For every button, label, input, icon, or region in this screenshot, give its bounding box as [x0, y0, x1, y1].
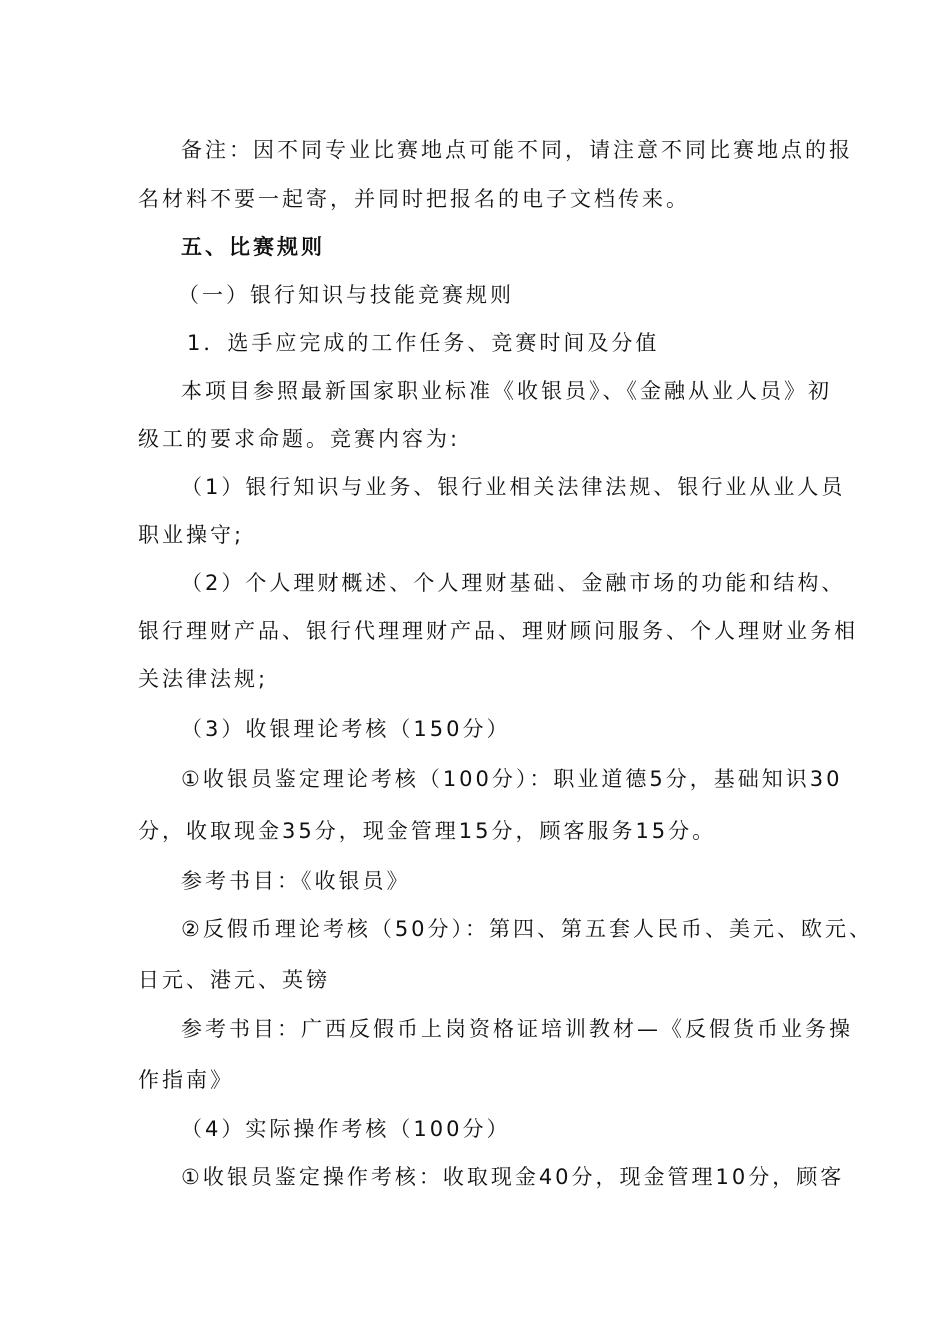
list-item-3: （3）收银理论考核（150分） [181, 717, 511, 741]
list-item-2-cont: 银行理财产品、银行代理理财产品、理财顾问服务、个人理财业务相 [138, 619, 858, 643]
item-heading-tasks: 1．选手应完成的工作任务、竞赛时间及分值 [187, 331, 660, 355]
paragraph-line: 本项目参照最新国家职业标准《收银员》、《金融从业人员》初 [181, 379, 832, 403]
sub-item-cashier-practice: ①收银员鉴定操作考核：收取现金40分，现金管理10分，顾客 [181, 1165, 845, 1189]
paragraph-line: 级工的要求命题。竞赛内容为: [138, 427, 461, 451]
list-item-1-cont: 职业操守; [138, 523, 245, 547]
list-item-2-cont: 关法律法规; [138, 667, 269, 691]
sub-item-cashier-theory-cont: 分，收取现金35分，现金管理15分，顾客服务15分。 [138, 819, 717, 843]
sub-item-counterfeit-theory-cont: 日元、港元、英镑 [138, 968, 330, 992]
reference-book-line-cont: 作指南》 [138, 1068, 234, 1092]
note-line-1: 备注：因不同专业比赛地点可能不同，请注意不同比赛地点的报 [181, 138, 853, 162]
list-item-2: （2）个人理财概述、个人理财基础、金融市场的功能和结构、 [181, 571, 846, 595]
list-item-4: （4）实际操作考核（100分） [181, 1117, 511, 1141]
list-item-1: （1）银行知识与业务、银行业相关法律法规、银行业从业人员 [181, 475, 846, 499]
reference-book-line: 参考书目：《收银员》 [181, 869, 411, 893]
reference-book-line: 参考书目：广西反假币上岗资格证培训教材—《反假货币业务操 [181, 1017, 853, 1041]
note-line-2: 名材料不要一起寄，并同时把报名的电子文档传来。 [138, 187, 690, 211]
sub-item-counterfeit-theory: ②反假币理论考核（50分）：第四、第五套人民币、美元、欧元、 [181, 917, 874, 941]
sub-item-cashier-theory: ①收银员鉴定理论考核（100分）：职业道德5分，基础知识30 [181, 767, 843, 791]
subsection-heading-bank: （一）银行知识与技能竞赛规则 [178, 283, 514, 307]
section-heading-rules: 五、比赛规则 [181, 235, 325, 259]
